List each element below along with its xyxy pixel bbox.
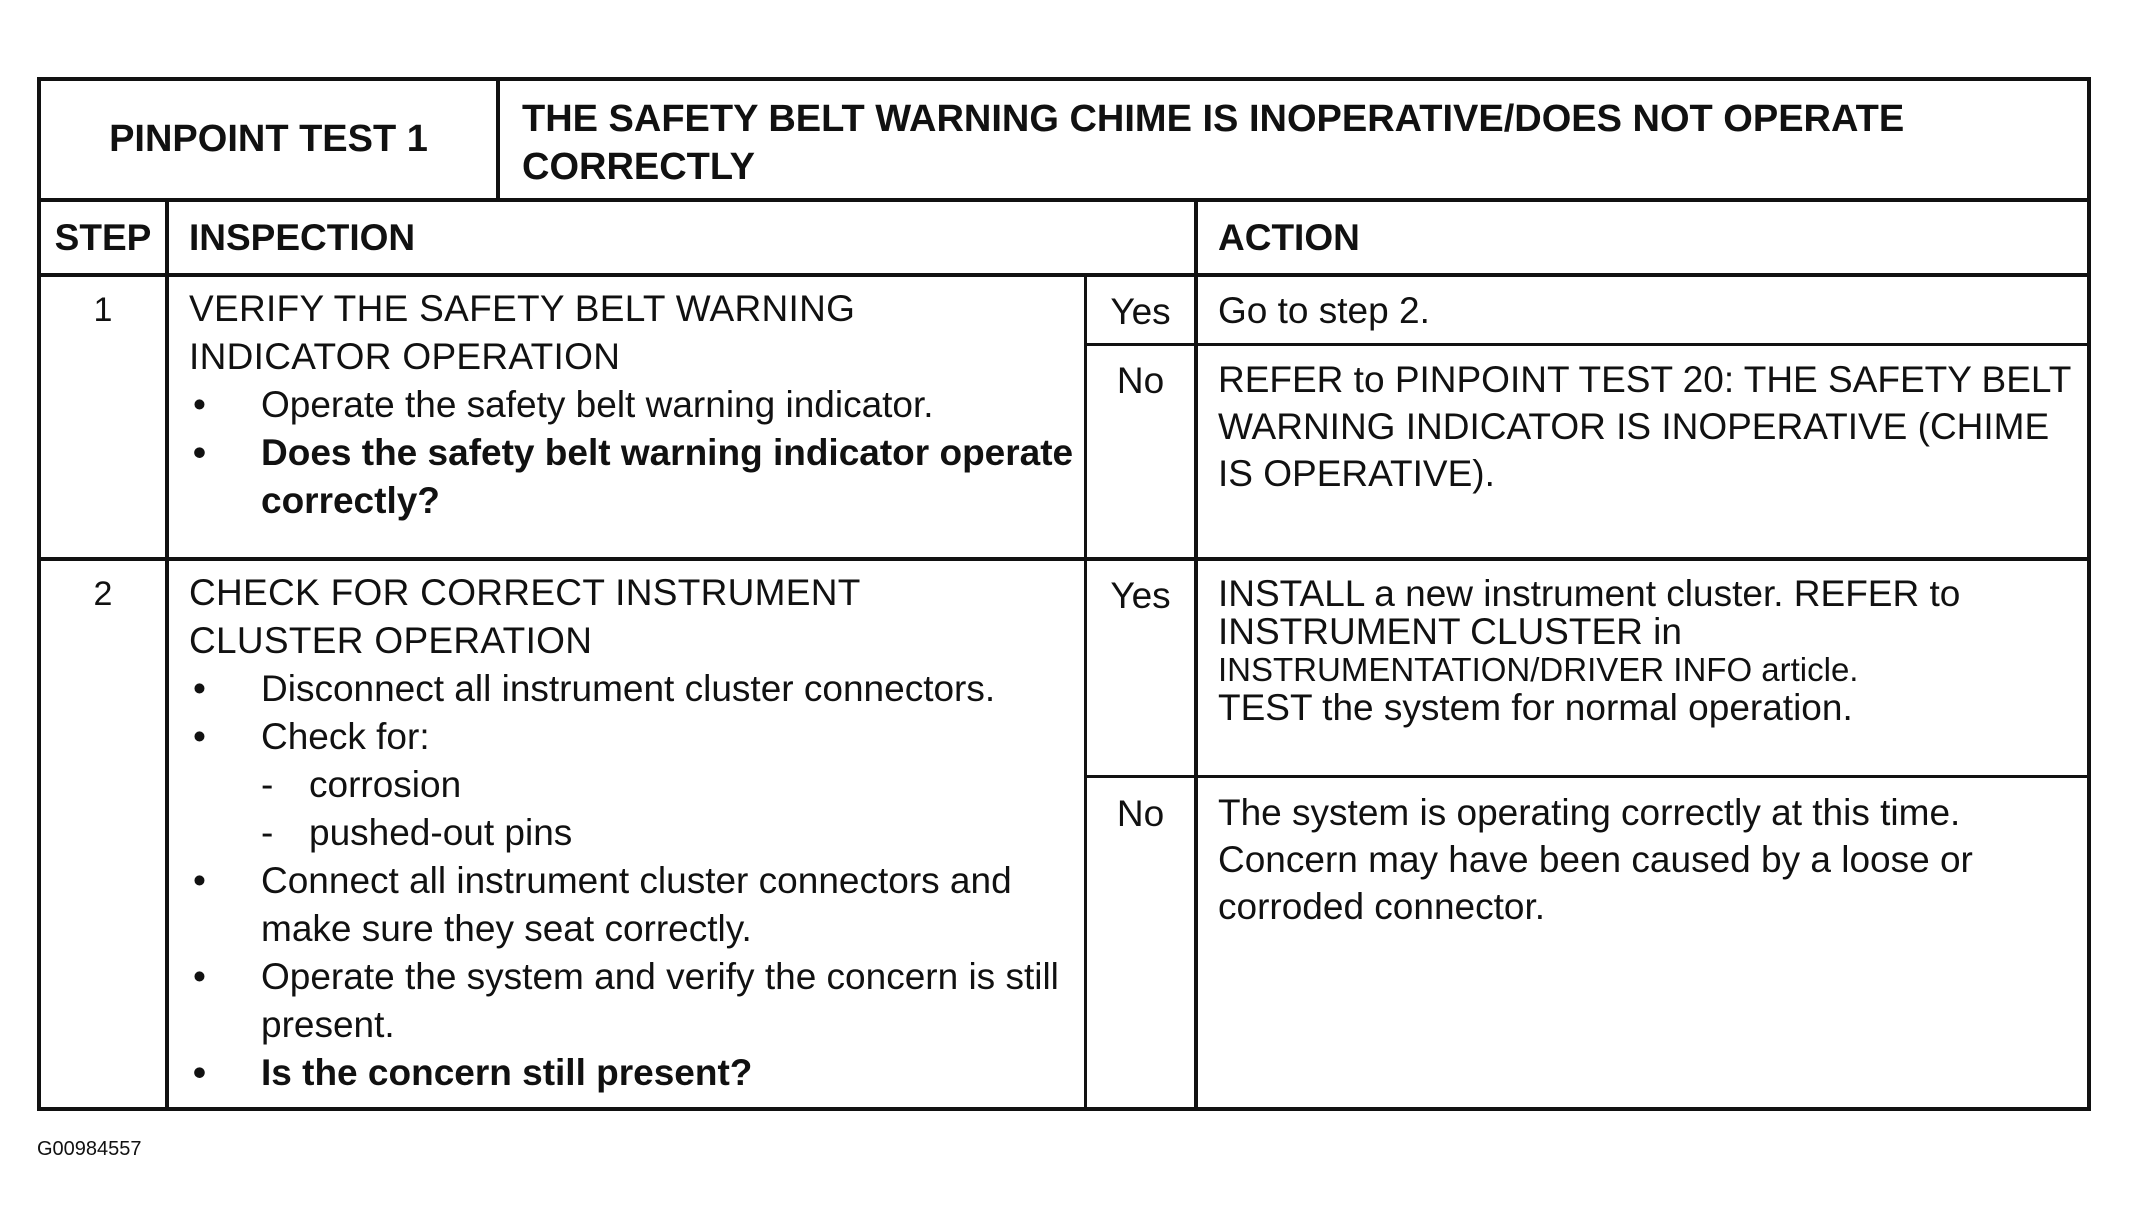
inspection-bullet: • Disconnect all instrument cluster connectors.: [189, 665, 1084, 713]
yes-label: Yes: [1110, 291, 1171, 332]
no-action: REFER to PINPOINT TEST 20: THE SAFETY BELT WARNING INDICATOR IS INOPERATIVE (CHIME IS OPERATIVE).: [1218, 359, 2071, 494]
no-label: No: [1116, 360, 1165, 401]
bullet-icon: •: [193, 860, 206, 901]
inspection-question: • Is the concern still present?: [189, 1049, 1084, 1097]
yes-action-line: TEST the system for normal operation.: [1218, 687, 1853, 728]
inspection-bullet-list: [189, 665, 1084, 1097]
check-for-sublist: [261, 761, 1084, 857]
inspection-bullet: • Operate the system and verify the concern is still present.: [189, 953, 1084, 1049]
inspection-heading-line: INDICATOR OPERATION: [189, 336, 621, 377]
bullet-icon: •: [193, 716, 206, 757]
figure-id: G00984557: [37, 1138, 142, 1160]
no-action: The system is operating correctly at this time. Concern may have been caused by a loose or corroded connector.: [1218, 792, 1973, 927]
dash-icon: -: [261, 764, 274, 805]
column-header-inspection: INSPECTION: [189, 216, 416, 258]
step-inspection: [169, 277, 1084, 557]
bullet-icon: •: [193, 432, 206, 473]
bullet-icon: •: [193, 1052, 206, 1093]
inspection-heading-line: CHECK FOR CORRECT INSTRUMENT: [189, 572, 861, 613]
no-label: No: [1116, 793, 1165, 834]
rule-step2-yes-no: [1084, 775, 2087, 778]
step-inspection: [169, 561, 1084, 1107]
yes-label: Yes: [1110, 575, 1171, 616]
inspection-bullet: • Check for: - corrosion - pushed-out pins: [189, 713, 1084, 857]
test-title: THE SAFETY BELT WARNING CHIME IS INOPERATIVE/DOES NOT OPERATE CORRECTLY: [522, 98, 1905, 188]
pinpoint-test-table: [37, 77, 2091, 1111]
inspection-bullet: • Operate the safety belt warning indicator.: [189, 381, 1084, 429]
inspection-bullet: • Connect all instrument cluster connectors and make sure they seat correctly.: [189, 857, 1084, 953]
sub-item: - corrosion: [261, 761, 1084, 809]
inspection-heading-line: CLUSTER OPERATION: [189, 620, 593, 661]
column-header-action: ACTION: [1218, 216, 1360, 258]
inspection-bullet-list: [189, 381, 1084, 525]
yes-action: [1198, 561, 2087, 775]
bullet-icon: •: [193, 956, 206, 997]
step-number: 2: [93, 575, 113, 613]
dash-icon: -: [261, 812, 274, 853]
test-label: PINPOINT TEST 1: [109, 118, 428, 160]
column-header-step: STEP: [54, 216, 152, 258]
yes-action-line: INSTRUMENT CLUSTER in: [1218, 611, 1682, 652]
bullet-icon: •: [193, 384, 206, 425]
yes-action-line: INSTALL a new instrument cluster. REFER to: [1218, 573, 1961, 614]
yes-action: Go to step 2.: [1218, 290, 1430, 331]
inspection-question: • Does the safety belt warning indicator operate correctly?: [189, 429, 1084, 525]
yes-action-line: INSTRUMENTATION/DRIVER INFO article.: [1218, 651, 1859, 688]
sub-item: - pushed-out pins: [261, 809, 1084, 857]
inspection-heading-line: VERIFY THE SAFETY BELT WARNING: [189, 288, 856, 329]
step-number: 1: [93, 291, 113, 329]
bullet-icon: •: [193, 668, 206, 709]
